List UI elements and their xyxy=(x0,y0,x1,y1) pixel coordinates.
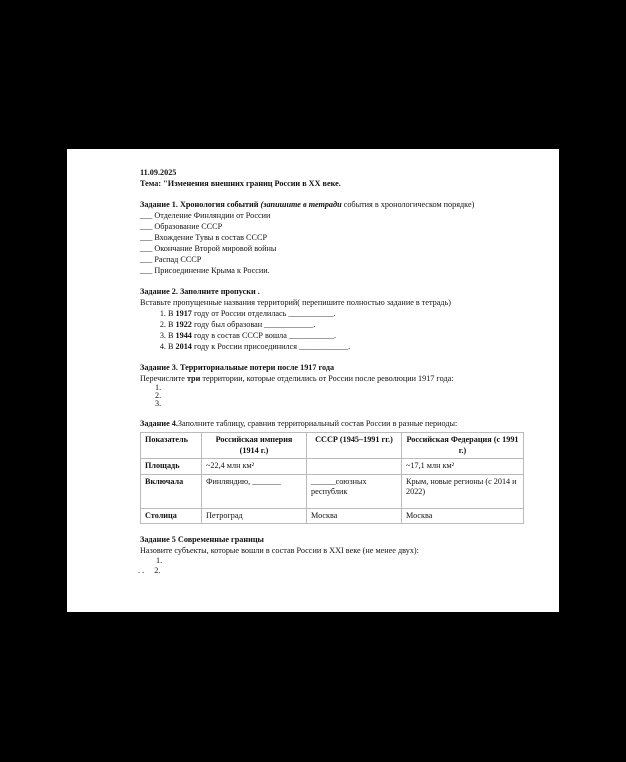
item-text: В xyxy=(168,342,176,351)
task4-heading xyxy=(140,418,529,429)
list-item: ___ Окончание Второй мировой войны xyxy=(140,244,277,253)
task1-list xyxy=(140,210,529,276)
table-header: СССР (1945–1991 гг.) xyxy=(307,433,402,459)
table-row xyxy=(141,474,524,508)
task2-title: Задание 2. Заполните пропуски . xyxy=(140,287,260,296)
document-page xyxy=(67,149,559,612)
task4-instruction: Заполните таблицу, сравнив территориальный состав России в разные периоды: xyxy=(177,419,458,428)
item-text: году в состав СССР вошла ___________. xyxy=(191,331,336,340)
topic-title: Тема: "Изменения внешних границ России в XX веке. xyxy=(140,179,341,188)
table-header: Российская Федерация (с 1991 г.) xyxy=(402,433,524,459)
task5-title: Задание 5 Современные границы xyxy=(140,535,264,544)
task4-title: Задание 4. xyxy=(140,419,178,428)
list-item xyxy=(168,308,529,319)
instruction-text: территории, которые отделились от России после революции 1917 года: xyxy=(200,374,454,383)
list-item: ___ Вхождение Тувы в состав СССР xyxy=(140,233,267,242)
list-item xyxy=(168,341,529,352)
task5-answer-lines xyxy=(140,556,529,566)
item-text: В xyxy=(168,320,176,329)
item-text: году от России отделилась ___________. xyxy=(191,309,336,318)
table-cell: ~17,1 млн км² xyxy=(402,459,524,475)
answer-number: 1. xyxy=(156,556,163,565)
instruction-bold: три xyxy=(186,374,201,383)
comparison-table xyxy=(140,432,524,524)
answer-number: 2. xyxy=(155,391,162,400)
task1-title: Задание 1. Хронология событий xyxy=(140,200,259,209)
list-item: ___ Распад СССР xyxy=(140,255,202,264)
list-item xyxy=(168,330,529,341)
answer-number: 3. xyxy=(155,399,162,408)
task5-instruction: Назовите субъекты, которые вошли в состав России в XXI веке (не менее двух): xyxy=(140,546,419,555)
table-header-row xyxy=(141,433,524,459)
list-item: ___ Присоединение Крыма к России. xyxy=(140,266,270,275)
table-cell: Москва xyxy=(402,508,524,524)
table-cell: Финляндию, _______ xyxy=(202,474,307,508)
list-item: ___ Отделение Финляндии от России xyxy=(140,211,271,220)
table-header: Российская империя (1914 г.) xyxy=(202,433,307,459)
task5-answer-line-2 xyxy=(138,566,529,576)
item-text: году к России присоединился ____________. xyxy=(191,342,351,351)
table-header: Показатель xyxy=(141,433,202,459)
task1-heading xyxy=(140,199,529,210)
table-cell: Петроград xyxy=(202,508,307,524)
item-year: 1917 xyxy=(175,309,192,318)
task2-instruction: Вставьте пропущенные названия территорий( перепишите полностью задание в тетрадь) xyxy=(140,298,452,307)
task3-instruction xyxy=(140,373,529,384)
table-cell: ______союзных республик xyxy=(307,474,402,508)
bullet-dots: . . xyxy=(138,566,145,575)
table-cell: Столица xyxy=(141,508,202,524)
item-text: В xyxy=(168,331,176,340)
task1-rest: события в хронологическом порядке) xyxy=(341,200,475,209)
answer-number: 1. xyxy=(155,383,162,392)
table-cell: Москва xyxy=(307,508,402,524)
item-text: году был образован ____________. xyxy=(191,320,316,329)
item-text: В xyxy=(168,309,176,318)
table-cell: ~22,4 млн км² xyxy=(202,459,307,475)
list-item xyxy=(168,319,529,330)
item-year: 1944 xyxy=(175,331,192,340)
table-cell: Крым, новые регионы (с 2014 и 2022) xyxy=(402,474,524,508)
task2-list xyxy=(140,308,529,352)
table-cell xyxy=(307,459,402,475)
task1-note: (запишите в тетради xyxy=(260,200,342,209)
table-row xyxy=(141,508,524,524)
instruction-text: Перечислите xyxy=(140,374,187,383)
table-cell: Включала xyxy=(141,474,202,508)
table-cell: Площадь xyxy=(141,459,202,475)
date: 11.09.2025 xyxy=(140,168,177,177)
table-row xyxy=(141,459,524,475)
list-item: ___ Образование СССР xyxy=(140,222,223,231)
item-year: 2014 xyxy=(175,342,192,351)
item-year: 1922 xyxy=(175,320,192,329)
answer-number: 2. xyxy=(154,566,161,575)
task3-title: Задание 3. Территориальные потери после 1917 года xyxy=(140,363,335,372)
task3-answer-lines xyxy=(140,384,529,408)
